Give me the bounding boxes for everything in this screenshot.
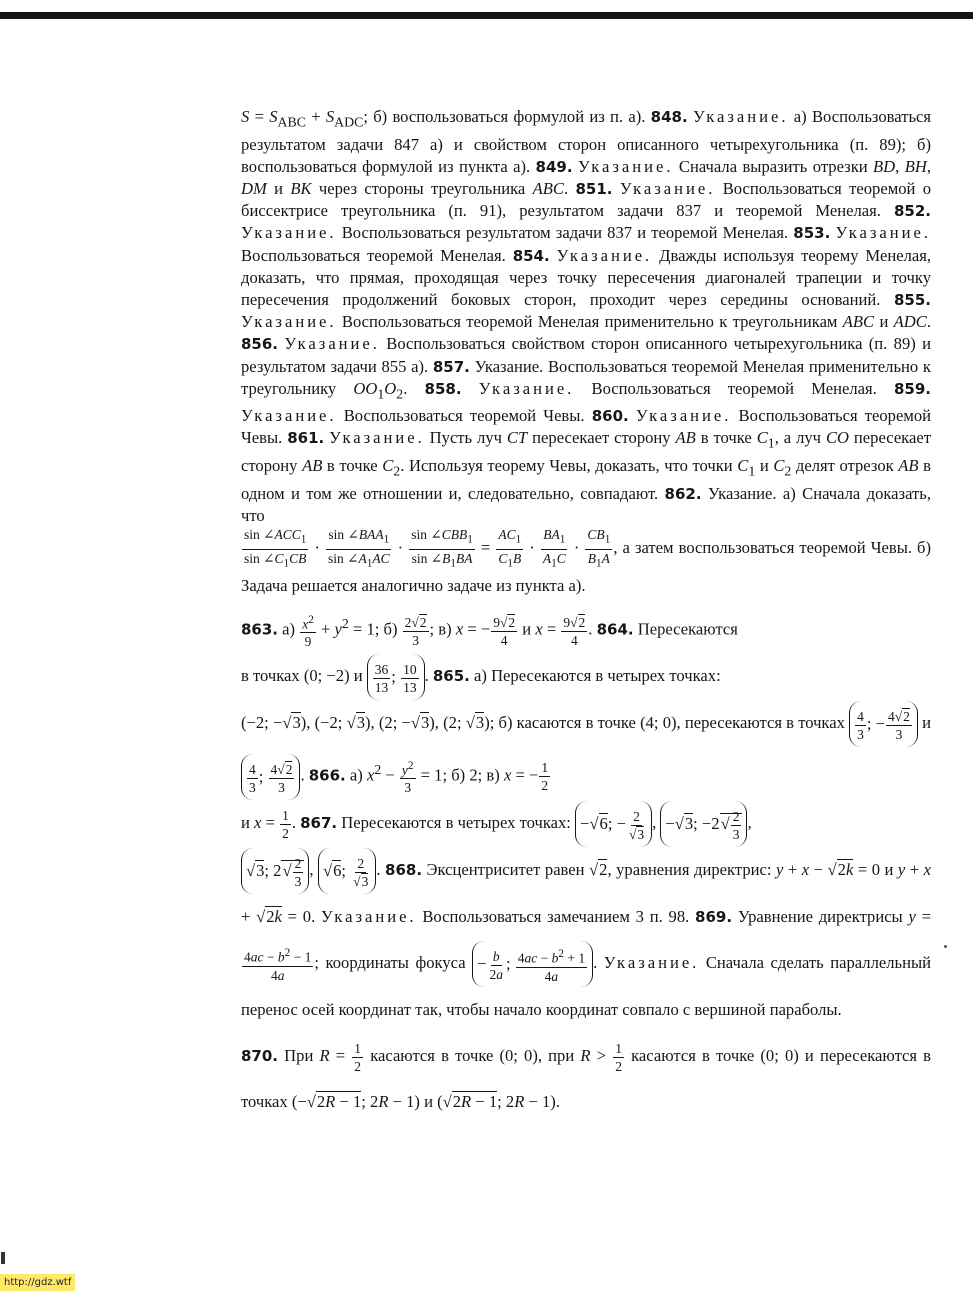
paragraph-2: $\frac{\sin \angle ACC_1}{\sin \angle C_1CB}$ · $\frac{\sin \angle BAA_1}{\sin \angle A_1AC}$ · $\frac{\sin \angle CBB_1}{\sin \angle B_1BA}$ = $\frac{AC_1}{C_1B}$ · $\frac{BA_1}{A_1C}$ · $\frac{CB_1}{B_1A}$ , а затем воспользоваться теоремой Чевы. б) Задача решается аналогично задаче из пункта а).: [241, 526, 932, 596]
source-link[interactable]: http://gdz.wtf: [0, 1274, 75, 1291]
paragraph-6: и x = $\frac{1}{2}$ . 867. Пересекаются в четырех точках: −√6; − $\frac{2}{√3}$ , −√3; −2√ $\frac{2}{3}$ ,: [241, 800, 931, 847]
scan-dot: [944, 945, 947, 948]
scan-mark: [1, 1252, 5, 1264]
paragraph-3: 863. а) $\frac{x^2}{9}$ + $y^2 = 1$; б) $\frac{2√2}{3}$ ; в) x = − $\frac{9√2}{4}$ и x = $\frac{9√2}{4}$ . 864. Пересекаются: [241, 613, 738, 650]
paragraph-8: 870. При R = $\frac{1}{2}$ касаются в точке (0; 0), при R > $\frac{1}{2}$ касаются в точке (0; 0) и пересекаются в точках (−√2R − 1; 2R − 1) и (√2R − 1; 2R − 1).: [241, 1041, 932, 1112]
paragraph-4: в точках (0; −2) и $\frac{36}{13}$ ; $\frac{10}{13}$ . 865. а) Пересекаются в четырех точках:: [241, 653, 931, 700]
paragraph-7: √3; 2√ $\frac{2}{3}$ , √6; $\frac{2}{√3}$ . 868. Эксцентриситет равен √2, уравнения директрис: y + x − √2k = 0 и y + x + √2k = 0. Указание. Воспользоваться замечанием 3 п. 98. 869. Уравнение директрисы y = $\frac{4ac - b^2 - 1}{4a}$ ; координаты фокуса − $\frac{b}{2a}$ ; $\frac{4ac - b^2 + 1}{4a}$ . Указание. Сначала сделать параллельный перенос осей координат так, чтобы начало координат совпало с вершиной параболы.: [241, 847, 931, 1033]
top-border: [0, 12, 973, 19]
paragraph-5: (−2; −√3), (−2; √3), (2; −√3), (2; √3); б) касаются в точке (4; 0), пересекаются в точках $\frac{4}{3}$ ; − $\frac{4√2}{3}$ и $\frac{4}{3}$ ; $\frac{4√2}{3}$ . 866. а) $x^2$ − $\frac{y^2}{3}$ = 1; б) 2; в) x = − $\frac{1}{2}$: [241, 700, 931, 800]
answers-text: [241, 106, 931, 1125]
paragraph-1: $S = S_{ABC} + S_{ADC}$; б) воспользоваться формулой из п. а). 848. Указание. а) Воспользоваться результатом задачи 847 а) и свойством сторон описанного четырехугольника (п. 89); б) воспользоваться формулой из пункта а). 849. Указание. Сначала выразить отрезки BD, BH, DM и BK через стороны треугольника ABC. 851. Указание. Воспользоваться теоремой о биссектрисе треугольника (п. 91), результатом задачи 837 и теоремой Менелая. 852. Указание. Воспользоваться результатом задачи 837 и теоремой Менелая. 853. Указание. Воспользоваться теоремой Менелая. 854. Указание. Дважды используя теорему Менелая, доказать, что прямая, проходящая через точку пересечения диагоналей трапеции и точку пересечения продолжений боковых сторон, проходит через середины оснований. 855. Указание. Воспользоваться теоремой Менелая применительно к треугольникам ABC и ADC. 856. Указание. Воспользоваться свойством сторон описанного четырехугольника (п. 89) и результатом задачи 855 а). 857. Указание. Воспользоваться теоремой Менелая применительно к треугольнику $OO_1O_2$. 858. Указание. Воспользоваться теоремой Менелая. 859. Указание. Воспользоваться теоремой Чевы. 860. Указание. Воспользоваться теоремой Чевы. 861. Указание. Пусть луч CT пересекает сторону AB в точке $C_1$, а луч CO пересекает сторону AB в точке $C_2$. Используя теорему Чевы, доказать, что точки $C_1$ и $C_2$ делят отрезок AB в одном и том же отношении и, следовательно, совпадают. 862. Указание. а) Сначала доказать, что: [241, 107, 932, 525]
